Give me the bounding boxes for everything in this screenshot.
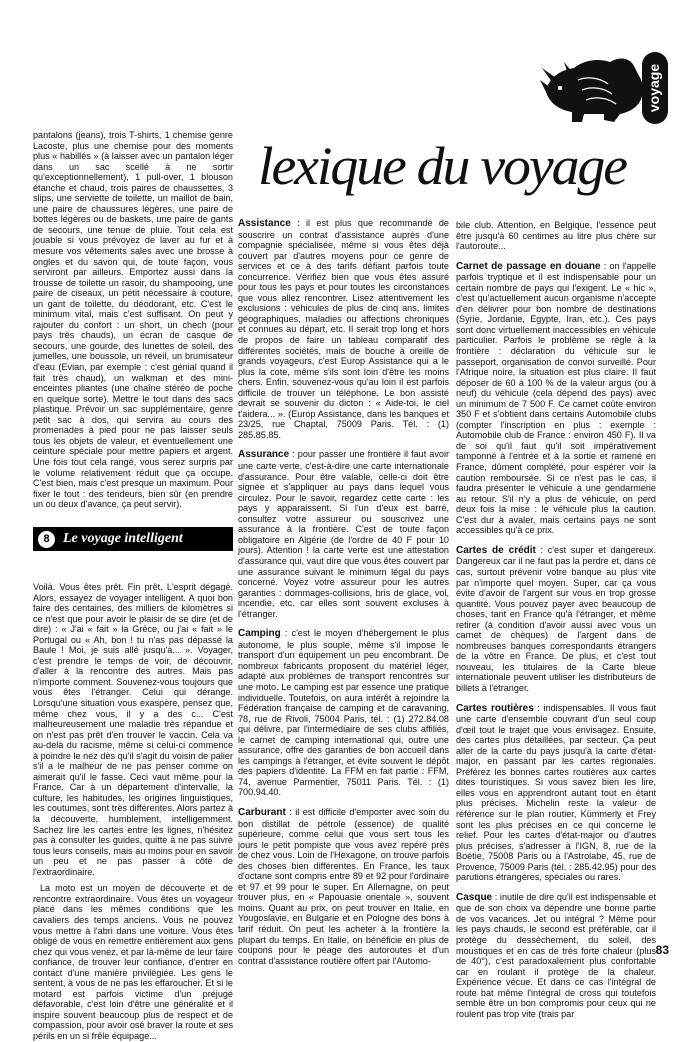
entry-term: Assurance	[238, 449, 290, 461]
logo-text: voyage	[646, 63, 662, 113]
column-a-bottom	[33, 582, 233, 1042]
entry-term: Cartes routières	[456, 702, 534, 714]
entry-term: Carnet de passage en douane	[456, 260, 601, 272]
entry-text: : c'est le moyen d'hébergement le plus autonome, le plus souple, même s'il impose le transport d'un équipement un peu encombrant. De nombreux fabricants proposent du matériel léger, adapté aux problèmes de transport rencontrés sur une moto. Le camping est par essence une pratique individuelle. Toutefois, on aura intérêt à rejoindre la Fédération française de camping et de caravaning, 78, rue de Rivoli, 75004 Paris, tél. : (1) 272.84.08 qui délivre, par l'intermédiaire de ses clubs affiliés, le carnet de camping international qui, outre une assurance, offre des garanties de bon accueil dans les campings à l'étranger, et évite souvent le dépôt des papiers d'identité. La FFM en fait partie : FFM, 74, avenue Parmentier, 75011 Paris. Tél. : (1) 700.94.40.	[238, 628, 449, 798]
lexicon-entry	[238, 449, 449, 619]
page-number: 83	[655, 943, 669, 957]
lexicon-entry	[456, 545, 656, 694]
section-title: Le voyage intelligent	[63, 531, 183, 546]
paragraph: Voilà. Vous êtes prêt. Fin prêt. L'esprit dégagé. Alors, essayez de voyager intelligent. A quoi bon faire des centaines, des milliers de kilomètres si ce n'est que pour avoir le plaisir de se dire (et de dire) : « J'ai « fait » la Grèce, ou j'ai « fait » le Portugal ou « Ah, bon ! tu n'as pas dépassé la Baule ! Moi, je suis allé jusqu'à... ». Voyager, c'est prendre le temps de voir, de découvrir, d'aller à la rencontre des autres. Mais pas n'importe comment. Souvenez-vous toujours que vous êtes l'étranger. Celui qui dérange. Lorsqu'une situation vous exaspère, pensez que, même chez vous, il y a des c... C'est malheureusement une maladie très répandue et on n'est pas prêt d'en trouver le vaccin. Cela va au-delà du racisme, même si celui-ci commence à poindre le nez dès qu'il s'agit du voisin de palier s'il a le malheur de ne pas penser comme on aimerait qu'il le fasse. Ceci vaut même pour la France. Car à un département d'intervalle, la culture, les habitudes, les origines linguistiques, les coutumes, sont très différentes. Alors partez à la découverte, humblement, intelligemment. Sachez lire les cartes entre les lignes, n'hésitez pas à consulter les guides, quitte à ne pas suivre tous leurs conseils, mais au moins pour en savoir un peu et ne pas passer à côté de l'extraordinaire.	[33, 582, 233, 877]
entry-term: Cartes de crédit	[456, 544, 536, 556]
section-number: 8	[38, 531, 55, 548]
entry-term: Casque	[456, 891, 493, 903]
column-a-top	[33, 130, 233, 510]
entry-text: : il est difficile d'emporter avec soin du bon distillat de pétrole (essence) de qualité supérieure, comme celui que vous sert tous les jours le petit pompiste que vous avez repéré près de chez vous. Loin de l'Hexagone, on trouve parfois des choses bien différentes. En France, les taux d'octane sont compris entre 89 et 92 pour l'ordinaire et 97 et 99 pour le super. En Allemagne, on peut trouver plus, en « Papouasie orientale », souvent moins. Quant au prix, on peut trouver en Italie, en Yougoslavie, en Bulgarie et en Pologne des bons à tarif réduit. On peut les acheter à la frontière la plupart du temps. En Italie, on bénéficie en plus de coupons pour le péage des autoroutes et d'un contrat d'assistance routière offert par l'Automo-	[238, 806, 449, 966]
lexicon-entry	[456, 892, 656, 1020]
heading-text: lexique du voyage	[258, 136, 628, 196]
paragraph: bile club. Attention, en Belgique, l'essence peut être jusqu'à 60 centimes au litre plus chère sur l'autoroute...	[456, 220, 656, 252]
entry-text: : c'est super et dangereux. Dangereux car il ne faut pas la perdre et, dans ce cas, surtout prévenir votre banque au plus vite par n'importe quel moyen. Super, car ça vous évite d'avoir de l'argent sur vous en trop grosse quantité. Vous pouvez payer avec beaucoup de choses, tant en France qu'à l'étranger, et même retirer (à condition d'avoir aussi avec vous un carnet de chèques) de l'argent dans de nombreuses banques correspondants étrangers de la vôtre en France. De plus, et c'est tout nouveau, les titulaires de la Carte bleue internationale peuvent utiliser les distributeurs de billets à l'étranger.	[456, 544, 656, 693]
lexicon-entry	[456, 261, 656, 536]
entry-text: : inutile de dire qu'il est indispensable et que de son choix va dépendre une bonne partie de vos vacances. Jet ou intégral ? Même pour les pays chauds, le second est préférable, car il protège du dessèchement, du soleil, des moustiques et en cas de très forte chaleur (plus de 40°), c'est paradoxalement plus confortable car en roulant il protège de la chaleur. Expérience vécue. Et dans ce cas l'intégral de route bat même l'intégral de cross qui toutefois semble être un bon compromis pour ceux qui ne roulent pas trop vite (trais par	[456, 891, 656, 1019]
lexicon-entry	[456, 703, 656, 883]
entry-text: : on l'appelle parfois tryptique et il est indispensable pour un certain nombre de pays qui l'exigent. Le « hic », c'est qu'actuellement aucun organisme n'accepte d'en délivrer pour bon nombre de destinations (Syrie, Jordanie, Egypte, Iran, etc.). Ces pays sont donc virtuellement inaccessibles en véhicule particulier. Parfois le problème se règle à la frontière : déclaration du véhicule sur le passeport, organisation de convoi surveillé. Pour l'Afrique noire, la situation est plus claire. Il faut déposer de 60 à 100 % de la valeur argus (ou à neuf) du véhicule (cela dépend des pays) avec un minimum de 7 500 F. Ce carnet coûte environ 350 F et s'obtient dans certains Automobile clubs (compter l'inscription en plus : exemple : Automobile club de France : environ 450 F). Il va de soi qu'il faut qu'il soit impérativement tamponné à l'entrée et à la sortie et ramené en France, dûment complété, pour espérer voir la caution remboursée. Si ce n'est pas le cas, il faudra présenter le véhicule à une gendarmerie au retour. S'il n'y a plus de véhicule, on perd deux fois la mise : le véhicule plus la caution. C'est dur à avaler, mais certains pays ne sont accessibles qu'à ce prix.	[456, 260, 656, 536]
entry-term: Assistance	[238, 218, 291, 229]
column-b	[238, 218, 449, 966]
column-c	[456, 220, 656, 1019]
section-banner	[33, 527, 233, 551]
page-heading	[258, 134, 628, 204]
entry-term: Carburant	[238, 806, 286, 818]
lexicon-entry	[238, 218, 449, 440]
paragraph: pantalons (jeans), trois T-shirts, 1 chemise genre Lacoste, plus une chemise pour des moments plus « habillés » (à laisser avec un pantalon léger dans un sac scellé à ne sortir qu'exceptionnellement), 1 pull-over, 1 blouson étanche et chaud, trois paires de chaussettes, 3 slips, une serviette de toilette, un maillot de bain, une paire de chaussures légères, une paire de bottes légères ou de baskets, une paire de gants de secours, une tenue de pluie. Tout cela est jouable si vous prévoyez de laver au fur et à mesure vos vêtements sales avec une brosse à ongles et du savon qui, de toute façon, vous serviront par ailleurs. Emportez aussi dans la trousse de toilette un rasoir, du shampooing, une paire de ciseaux, un petit nécessaire à couture, un gant de toilette, du déodorant, etc. C'est le minimum vital, mais c'est suffisant. On peut y rajouter du confort : un short, un chech (pour pays très chauds), un écran de casque de secours, une gourde, des lunettes de soleil, des jumelles, une boussole, un réveil, un brumisateur d'eau (Evian, par exemple ; c'est génial quand il fait très chaud), un walkman et des mini-enceintes pliantes (une chaîne stéréo de poche en quelque sorte). Mettre le tout dans des sacs plastique. Prévoir un sac supplémentaire, genre petit sac à dos, qui servira au cours des promenades à pied pour ne pas laisser seuls tous les objets de valeur, et éventuellement une ceinture spéciale pour mettre papiers et argent. Une fois tout cela rangé, vous serez surpris par le volume relativement réduit que ça occupe. C'est bien, mais c'est presque un maximum. Pour fixer le tout : des tendeurs, bien sûr (en prendre un ou deux d'avance, ça peut servir).	[33, 130, 233, 510]
paragraph: La moto est un moyen de découverte et de rencontre extraordinaire. Vous êtes un voyageur placé dans les mêmes conditions que les cavaliers des temps anciens. Vous ne pouvez vous mettre à l'abri dans une voiture. Vous êtes obligé de vous en remettre entièrement aux gens chez qui vous venez, et par là-même de leur faire confiance, de trouver leur confiance, d'entrer en contact d'une manière privilégiée. Les gens le sentent, à vous de ne pas les effaroucher. Et si le motard est parfois victime d'un préjugé défavorable, c'est loin d'être une généralité et il inspire souvent beaucoup plus de respect et de compassion, pour avoir osé braver la route et ses périls en un si frêle équipage...	[33, 883, 233, 1041]
entry-text: : il est plus que recommandé de souscrire un contrat d'assistance auprès d'une compagnie spécialisée, même si vous êtes déjà couvert par d'autres moyens pour ce genre de services et ce à des tarifs défiant parfois toute concurrence. Vérifiez bien que vous êtes assuré pour tous les pays et pour toutes les circonstances que vous allez rencontrer. Lisez attentivement les exclusions : véhicules de plus de cinq ans, limites géographiques, maladies ou affections chroniques et connues au départ, etc. Il serait trop long et hors de propos de faire un tableau comparatif des différentes sociétés, mais de bouche à oreille de grands voyageurs, c'est Europ Assistance qui a le plus la cote, même s'ils sont loin d'être les moins chers. Enfin, souvenez-vous qu'au loin il est parfois difficile de trouver un téléphone. Le bon assisté devrait se souvenir du dicton : « Aide-toi, le ciel t'aidera... ». (Europ Assistance, dans les banques et 23/25, rue Chaptal, 75009 Paris. Tél. : (1) 285.85.85.	[238, 218, 449, 440]
entry-text: : pour passer une frontière il faut avoir une carte verte, c'est-à-dire une carte internationale d'assurance. Pour être valable, celle-ci doit être signée et s'appliquer au pays dans lequel vous circulez. Pour le savoir, regardez cette carte : les pays y apparaissent. Si l'un d'eux est barré, consultez votre assureur ou souscrivez une assurance à la frontière. C'est de toute façon obligatoire en Algérie (de l'ordre de 40 F pour 10 jours). Attention ! la carte verte est une attestation d'assurance qui, vaut dire que vous êtes couvert par une assurance suivant le minimum légal du pays concerné. Voyez votre assureur pour les autres garanties : dommages-collisions, bris de glace, vol, incendie, etc. car elles sont souvent excluses à l'étranger.	[238, 449, 449, 619]
lexicon-entry	[238, 628, 449, 798]
lexicon-entry	[238, 807, 449, 966]
entry-text: : indispensables. Il vous faut une carte d'ensemble couvrant d'un seul coup d'œil tout le trajet que vous envisagez. Ensuite, des cartes plus détaillées, par secteur. Ça peut aller de la carte du pays jusqu'à la carte d'état-major, en passant par les cartes régionales. Préférez les bonnes cartes routières aux cartes dites touristiques. Si vous savez bien les lire, elles vous en apprendront autant tout en étant plus précises. Michelin reste la valeur de référence sur le plan routier, Kümmerly et Frey sont les plus précises en ce qui concerne le relief. Pour les cartes d'état-major ou d'autres plus précises, s'adresser à l'IGN, 8, rue de la Boétie, 75008 Paris ou à l'Astrolabe, 45, rue de Provence, 75009 Paris (tél. : 285.42.95) pour des parutions étrangères, spéciales ou rares.	[456, 702, 656, 883]
entry-term: Camping	[238, 628, 281, 640]
rhino-logo	[538, 30, 672, 130]
